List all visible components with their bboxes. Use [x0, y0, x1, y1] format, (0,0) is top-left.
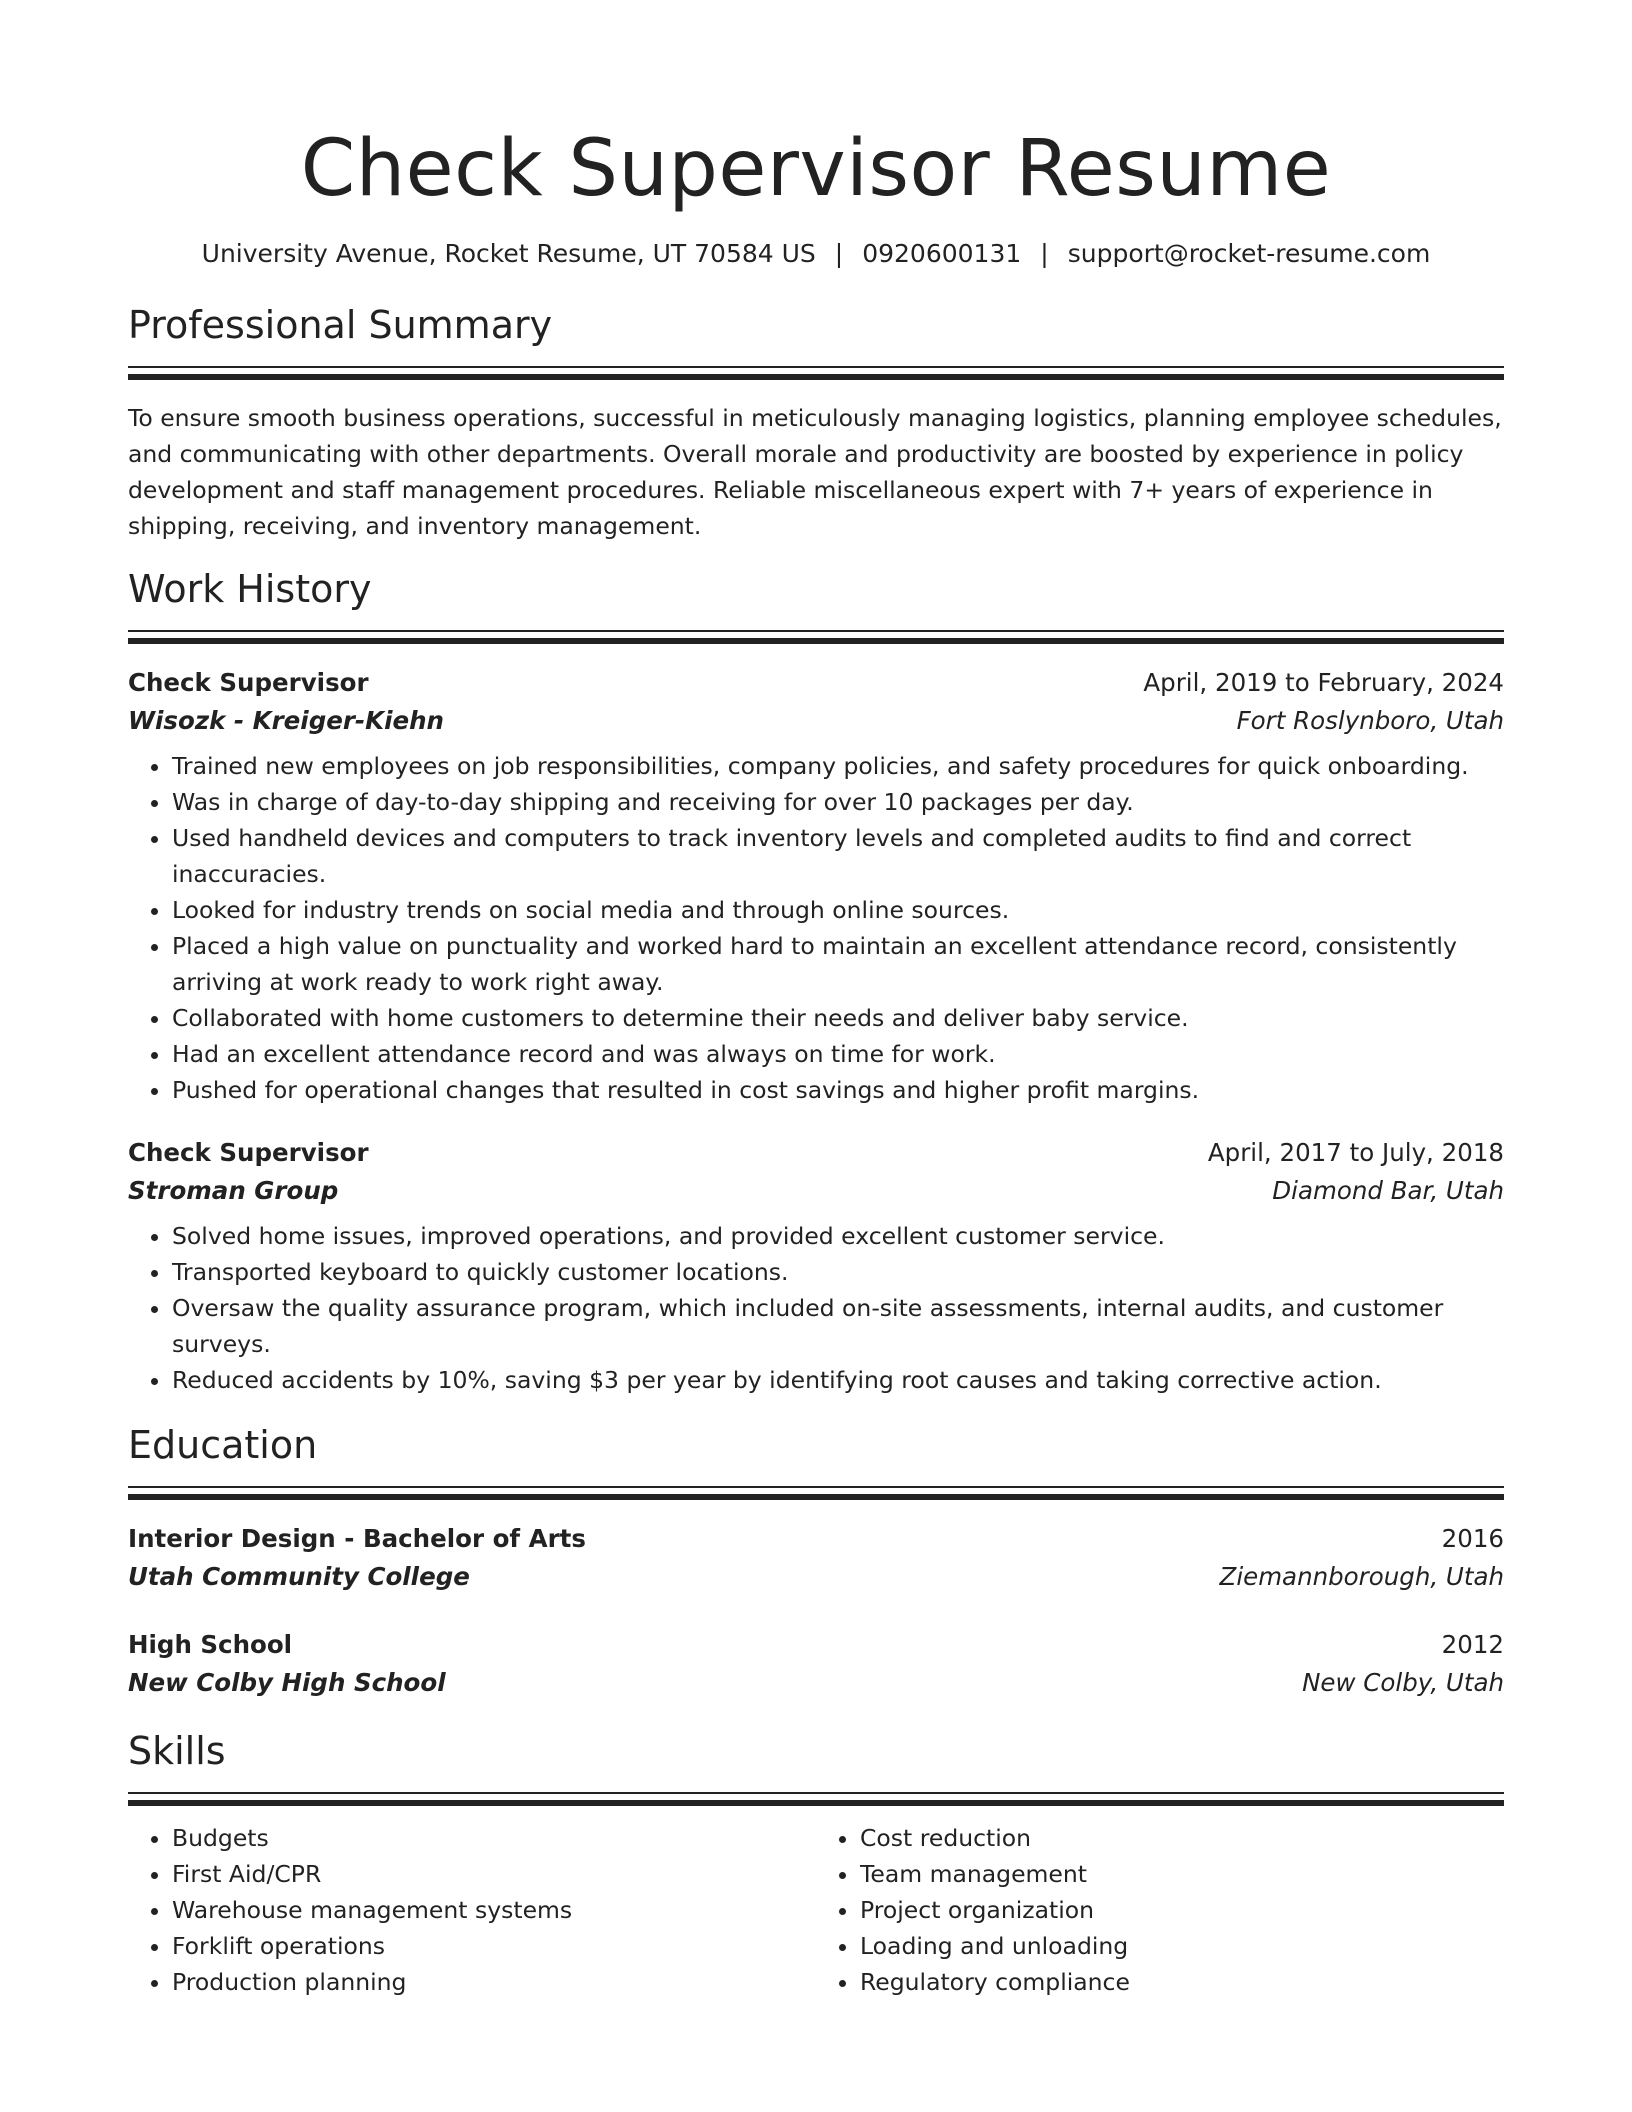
list-item: • Trained new employees on job responsibilities, company policies, and safety procedures for quick onboarding. — [172, 748, 1504, 784]
job-location: Diamond Bar, Utah — [1272, 1176, 1504, 1205]
list-item: • Warehouse management systems — [172, 1892, 816, 1928]
summary-section — [128, 300, 1504, 544]
degree: Interior Design - Bachelor of Arts — [128, 1524, 586, 1553]
job-bullets — [128, 748, 1504, 1108]
section-heading-skills: Skills — [128, 1729, 226, 1773]
resume-title: Check Supervisor Resume — [300, 124, 1332, 214]
school-name: Utah Community College — [128, 1562, 470, 1591]
school-location: New Colby, Utah — [1302, 1668, 1504, 1697]
job-company: Wisozk - Kreiger-Kiehn — [128, 706, 444, 735]
degree: High School — [128, 1630, 293, 1659]
skills-section — [128, 1726, 1504, 2000]
list-item: • Placed a high value on punctuality and worked hard to maintain an excellent attendance record, consistently arriving at work ready to work right away. — [172, 928, 1504, 1000]
school-name: New Colby High School — [128, 1668, 446, 1697]
list-item: • Loading and unloading — [860, 1928, 1504, 1964]
contact-line — [128, 236, 1504, 272]
summary-text: To ensure smooth business operations, successful in meticulously managing logistics, planning employee schedules, and communicating with other departments. Overall morale and productivity are boosted by experience in policy development and staff management procedures. Reliable miscellaneous expert with 7+ years of experience in shipping, receiving, and inventory management. — [128, 404, 1502, 540]
separator: | — [834, 239, 844, 268]
education-entry — [128, 1520, 1504, 1596]
graduation-year: 2016 — [1441, 1524, 1504, 1553]
list-item: • Collaborated with home customers to determine their needs and deliver baby service. — [172, 1000, 1504, 1036]
list-item: • Team management — [860, 1856, 1504, 1892]
skills-list-right — [816, 1820, 1504, 2000]
graduation-year: 2012 — [1441, 1630, 1504, 1659]
education-entry — [128, 1626, 1504, 1702]
skills-columns — [128, 1812, 1504, 2000]
separator: | — [1040, 239, 1049, 268]
section-heading-education: Education — [128, 1423, 318, 1467]
job-bullets — [128, 1218, 1504, 1398]
email: support@rocket-resume.com — [1067, 239, 1431, 268]
job-company: Stroman Group — [128, 1176, 339, 1205]
list-item: • Regulatory compliance — [860, 1964, 1504, 2000]
list-item: • Used handheld devices and computers to track inventory levels and completed audits to find and correct inaccuracies. — [172, 820, 1504, 892]
job-dates: April, 2019 to February, 2024 — [1143, 668, 1504, 697]
job-entry — [128, 1134, 1504, 1398]
job-entry — [128, 664, 1504, 1108]
list-item: • Oversaw the quality assurance program, which included on-site assessments, internal audits, and customer surveys. — [172, 1290, 1504, 1362]
section-divider — [128, 366, 1504, 368]
job-location: Fort Roslynboro, Utah — [1236, 706, 1504, 735]
list-item: • Budgets — [172, 1820, 816, 1856]
job-title: Check Supervisor — [128, 1138, 369, 1167]
work-history-section — [128, 564, 1504, 1398]
list-item: • Production planning — [172, 1964, 816, 2000]
skills-list-left — [128, 1820, 816, 2000]
list-item: • Pushed for operational changes that resulted in cost savings and higher profit margins. — [172, 1072, 1504, 1108]
section-heading-work: Work History — [128, 567, 372, 611]
list-item: • Cost reduction — [860, 1820, 1504, 1856]
list-item: • Looked for industry trends on social media and through online sources. — [172, 892, 1504, 928]
section-divider — [128, 1792, 1504, 1794]
school-location: Ziemannborough, Utah — [1219, 1562, 1504, 1591]
section-divider — [128, 630, 1504, 632]
list-item: • Reduced accidents by 10%, saving $3 per year by identifying root causes and taking corrective action. — [172, 1362, 1504, 1398]
list-item: • Project organization — [860, 1892, 1504, 1928]
address: University Avenue, Rocket Resume, UT 70584 US — [201, 239, 816, 268]
list-item: • Transported keyboard to quickly customer locations. — [172, 1254, 1504, 1290]
education-section — [128, 1420, 1504, 1702]
list-item: • Solved home issues, improved operations, and provided excellent customer service. — [172, 1218, 1504, 1254]
section-heading-summary: Professional Summary — [128, 303, 553, 347]
list-item: • First Aid/CPR — [172, 1856, 816, 1892]
phone: 0920600131 — [862, 239, 1022, 268]
list-item: • Forklift operations — [172, 1928, 816, 1964]
job-dates: April, 2017 to July, 2018 — [1207, 1138, 1504, 1167]
list-item: • Had an excellent attendance record and was always on time for work. — [172, 1036, 1504, 1072]
list-item: • Was in charge of day-to-day shipping and receiving for over 10 packages per day. — [172, 784, 1504, 820]
section-divider — [128, 1486, 1504, 1488]
job-title: Check Supervisor — [128, 668, 369, 697]
